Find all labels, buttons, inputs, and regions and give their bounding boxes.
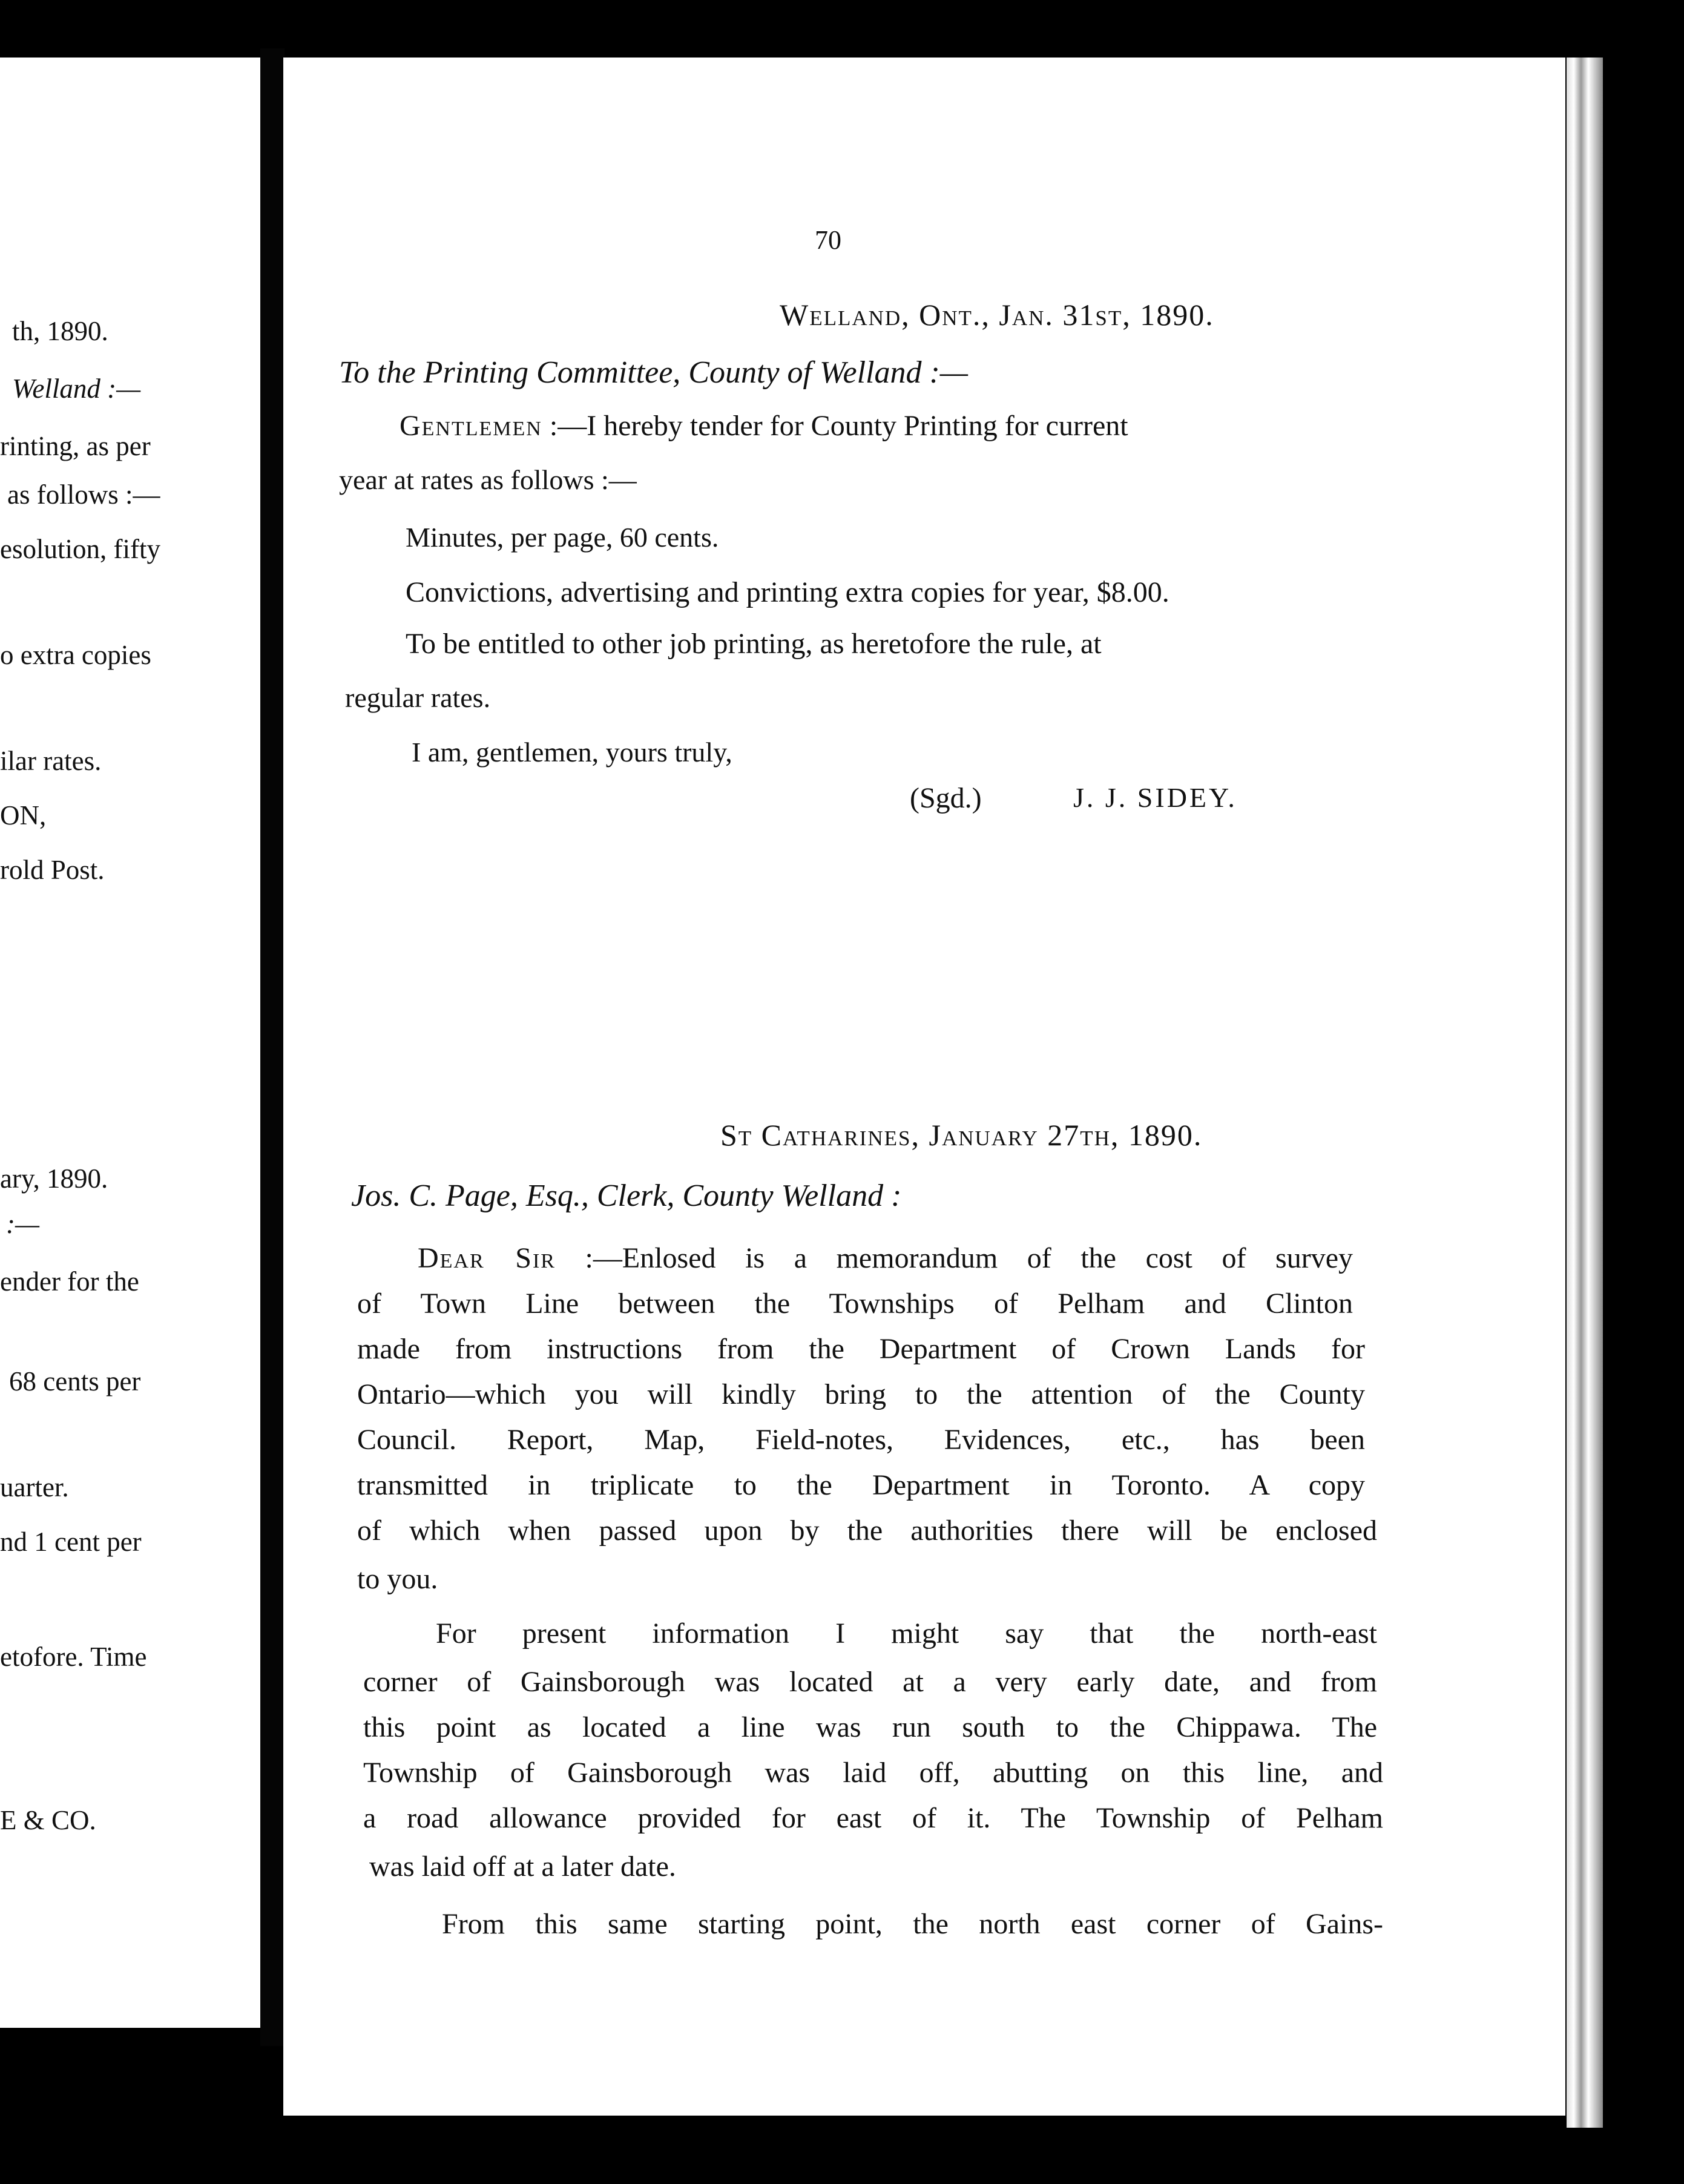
left-line: :— <box>6 1209 39 1239</box>
letter1-body-text: :—I hereby tender for County Printing for current <box>542 410 1128 442</box>
letter2-p1-text: :—Enlosed is a memorandum of the cost of survey <box>555 1242 1353 1274</box>
letter1-salutation: To the Printing Committee, County of Welland :— <box>339 355 969 390</box>
letter1-signer: J. J. SIDEY. <box>1073 782 1237 813</box>
letter2-p1-line: Ontario—which you will kindly bring to the attention of the County <box>357 1378 1365 1410</box>
letter1-sgd: (Sgd.) <box>910 782 982 814</box>
left-line: Welland :— <box>12 373 141 404</box>
left-line: nd 1 cent per <box>0 1527 142 1557</box>
letter2-p2-line: a road allowance provided for east of it. The Township of Pelham <box>363 1802 1383 1834</box>
book-gutter <box>260 48 285 2046</box>
letter2-p2-line: was laid off at a later date. <box>369 1850 676 1883</box>
left-line: uarter. <box>0 1472 69 1502</box>
left-line: esolution, fifty <box>0 534 160 564</box>
letter1-body-line <box>400 412 1128 441</box>
letter1-closing: I am, gentlemen, yours truly, <box>412 737 732 768</box>
letter2-p2-line: For present information I might say that the north-east <box>436 1617 1377 1650</box>
letter2-addressee: Jos. C. Page, Esq., Clerk, County Welland : <box>351 1179 902 1213</box>
right-page <box>283 58 1565 2116</box>
left-line: ender for the <box>0 1266 139 1297</box>
letter2-p1-line: Council. Report, Map, Field-notes, Evidences, etc., has been <box>357 1424 1365 1456</box>
letter2-p2-line: this point as located a line was run south to the Chippawa. The <box>363 1711 1377 1743</box>
left-line: rinting, as per <box>0 431 151 461</box>
letter2-p1-line: transmitted in triplicate to the Department in Toronto. A copy <box>357 1469 1365 1501</box>
dear-sir-smallcaps: Dear Sir <box>418 1242 556 1274</box>
left-line: ilar rates. <box>0 746 102 776</box>
left-page <box>0 58 260 2028</box>
letter1-dateline: Welland, Ont., Jan. 31st, 1890. <box>780 298 1214 332</box>
gentlemen-smallcaps: Gentlemen <box>400 410 542 442</box>
letter2-p2-line: Township of Gainsborough was laid off, abutting on this line, and <box>363 1757 1383 1789</box>
letter1-minutes: Minutes, per page, 60 cents. <box>406 522 719 553</box>
left-line: etofore. Time <box>0 1642 147 1672</box>
letter1-job-printing: To be entitled to other job printing, as heretofore the rule, at <box>406 628 1102 660</box>
letter2-p1-line: of Town Line between the Townships of Pelham and Clinton <box>357 1288 1353 1320</box>
left-line: rold Post. <box>0 855 105 885</box>
letter1-job-printing: regular rates. <box>345 682 491 713</box>
letter2-p2-line: corner of Gainsborough was located at a very early date, and from <box>363 1666 1377 1698</box>
left-line: ary, 1890. <box>0 1163 108 1194</box>
letter2-p1-line: made from instructions from the Department of Crown Lands for <box>357 1333 1365 1365</box>
letter2-p1-line: to you. <box>357 1563 438 1595</box>
left-line: o extra copies <box>0 640 151 670</box>
letter2-p1-line <box>418 1244 1353 1273</box>
letter1-body-line: year at rates as follows :— <box>339 464 637 495</box>
page-number: 70 <box>815 225 841 255</box>
left-line: th, 1890. <box>12 316 108 346</box>
left-line: 68 cents per <box>9 1366 141 1396</box>
letter1-convictions: Convictions, advertising and printing extra copies for year, $8.00. <box>406 576 1169 608</box>
page-edge <box>1567 58 1603 2128</box>
letter2-p3-line: From this same starting point, the north east corner of Gains- <box>442 1908 1383 1940</box>
left-line: as follows :— <box>7 479 160 510</box>
letter2-p1-line: of which when passed upon by the authorities there will be enclosed <box>357 1515 1377 1547</box>
left-line: ON, <box>0 800 47 831</box>
letter2-dateline: St Catharines, January 27th, 1890. <box>720 1118 1203 1152</box>
left-line: E & CO. <box>0 1805 96 1835</box>
